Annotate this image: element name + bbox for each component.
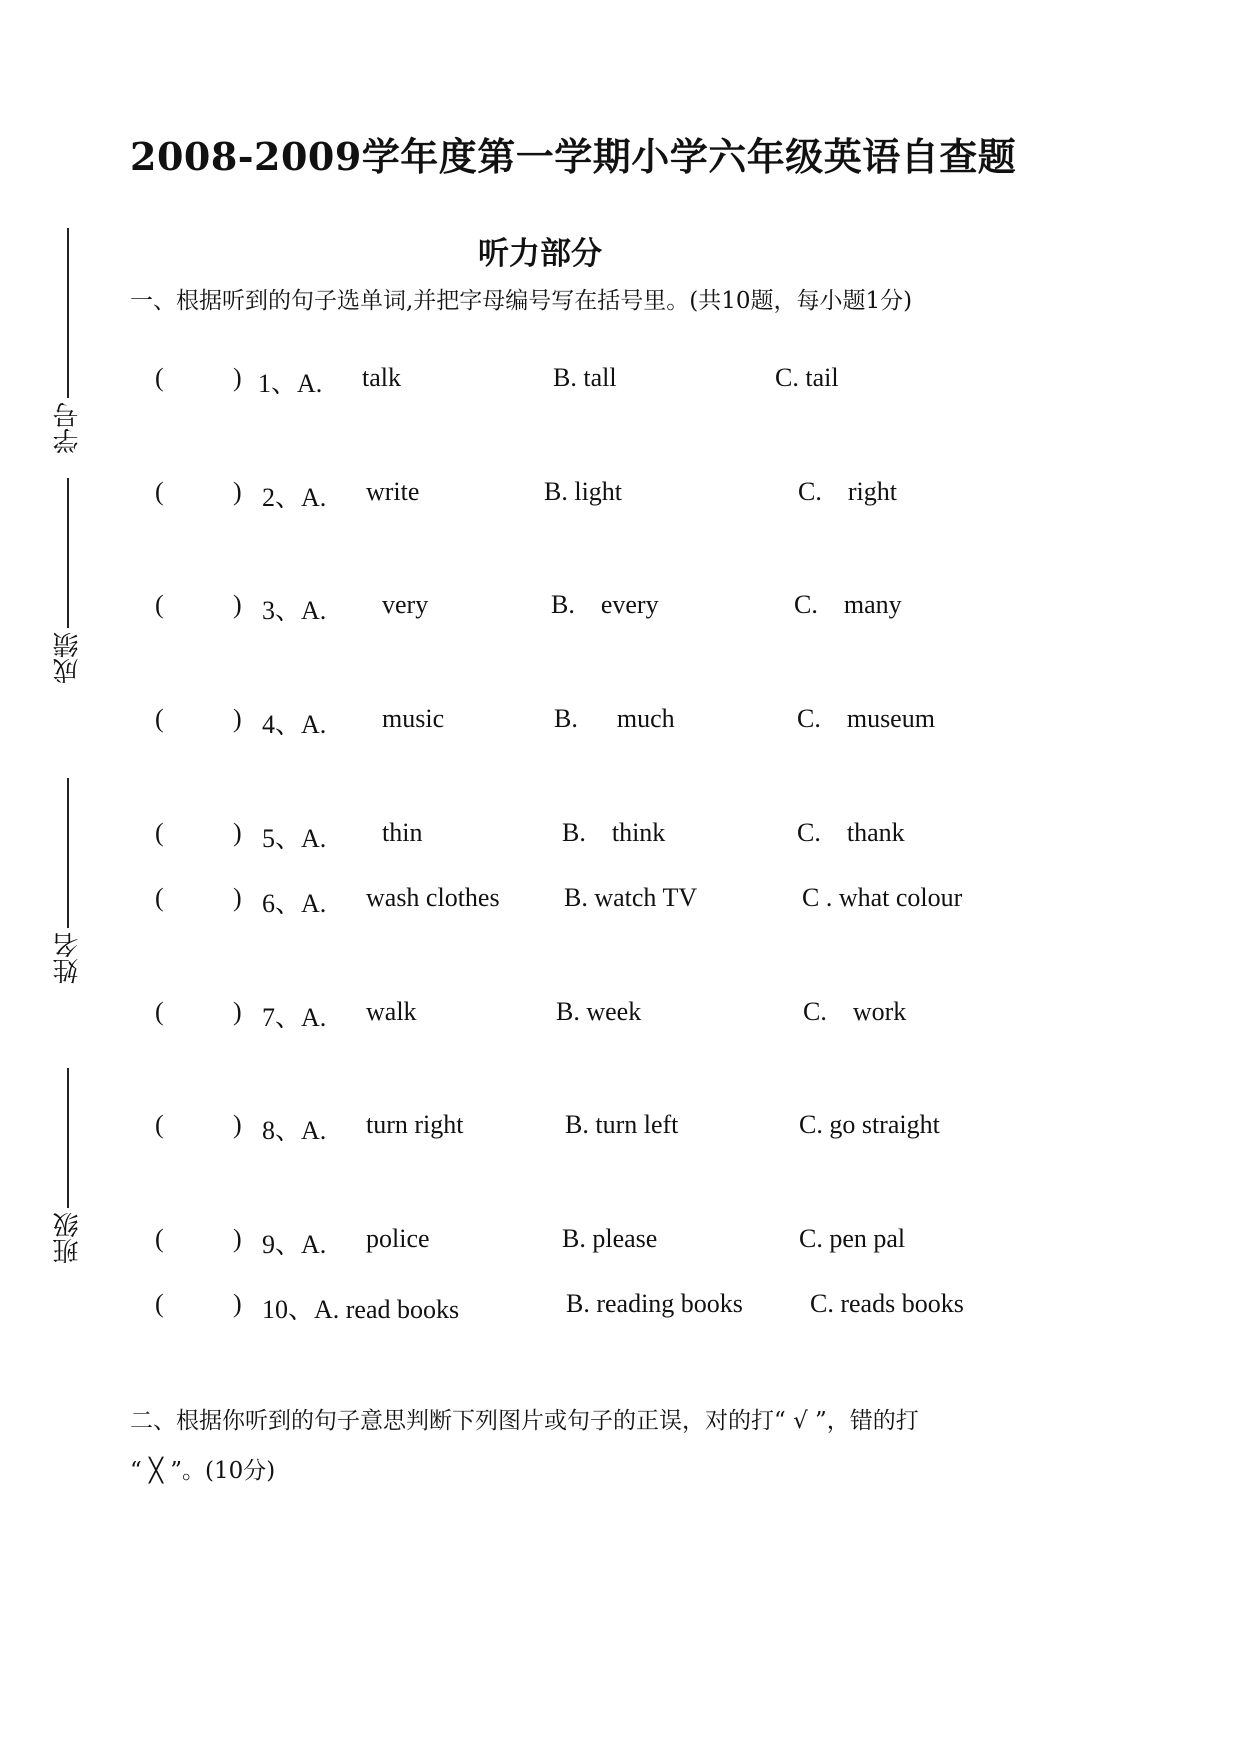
- option-a: police: [366, 1224, 430, 1253]
- option-b: B. watch TV: [564, 883, 698, 912]
- option-b: B. every: [551, 590, 659, 619]
- option-b: B. turn left: [565, 1110, 679, 1139]
- option-b: B. week: [556, 997, 642, 1026]
- answer-paren-open[interactable]: (: [155, 1289, 164, 1318]
- fill-line: [67, 778, 69, 928]
- option-c: C. work: [803, 997, 907, 1026]
- option-c: C. many: [794, 590, 902, 619]
- option-b: B. light: [544, 477, 623, 506]
- side-field-score: [48, 478, 88, 684]
- question-number: 2、A.: [262, 483, 327, 512]
- side-field-name: [48, 778, 88, 984]
- question-number: 9、A.: [262, 1230, 327, 1259]
- side-label-name: 姓名: [53, 932, 83, 984]
- question-number: 10、A. read books: [262, 1295, 460, 1324]
- option-c: C. pen pal: [799, 1224, 906, 1253]
- answer-paren-open[interactable]: (: [155, 477, 164, 506]
- side-label-score: 成绩: [53, 632, 83, 684]
- answer-paren-open[interactable]: (: [155, 590, 164, 619]
- answer-paren-close: ): [233, 590, 242, 619]
- section-title: 听力部分: [478, 236, 602, 272]
- side-label-class: 班级: [53, 1212, 83, 1264]
- answer-paren-close: ): [233, 883, 242, 912]
- option-b: B. think: [562, 818, 666, 847]
- option-a: talk: [362, 363, 401, 392]
- answer-paren-open[interactable]: (: [155, 1224, 164, 1253]
- option-a: walk: [366, 997, 417, 1026]
- answer-paren-open[interactable]: (: [155, 363, 164, 392]
- answer-paren-close: ): [233, 818, 242, 847]
- option-a: write: [366, 477, 420, 506]
- side-label-student-id: 学号: [53, 402, 83, 454]
- answer-paren-close: ): [233, 1224, 242, 1253]
- question-number: 6、A.: [262, 889, 327, 918]
- question-number: 1、A.: [258, 369, 323, 398]
- answer-paren-close: ): [233, 1110, 242, 1139]
- option-b: B. tall: [553, 363, 617, 392]
- option-c: C. reads books: [810, 1289, 964, 1318]
- option-c: C. right: [798, 477, 897, 506]
- answer-paren-open[interactable]: (: [155, 704, 164, 733]
- option-b: B. reading books: [566, 1289, 743, 1318]
- answer-paren-close: ): [233, 477, 242, 506]
- option-a: turn right: [366, 1110, 464, 1139]
- part1-instruction: 一、根据听到的句子选单词,并把字母编号写在括号里。(共10题，每小题1分): [130, 288, 913, 314]
- question-number: 8、A.: [262, 1116, 327, 1145]
- question-number: 4、A.: [262, 710, 327, 739]
- answer-paren-close: ): [233, 363, 242, 392]
- question-number: 3、A.: [262, 596, 327, 625]
- option-a: wash clothes: [366, 883, 500, 912]
- fill-line: [67, 478, 69, 628]
- answer-paren-open[interactable]: (: [155, 818, 164, 847]
- answer-paren-open[interactable]: (: [155, 1110, 164, 1139]
- option-c: C. museum: [797, 704, 935, 733]
- page-title: 2008-2009学年度第一学期小学六年级英语自查题: [130, 134, 1017, 179]
- answer-paren-open[interactable]: (: [155, 883, 164, 912]
- part2-instruction-line1: 二、根据你听到的句子意思判断下列图片或句子的正误，对的打“ √ ”，错的打: [130, 1408, 919, 1434]
- fill-line: [67, 1068, 69, 1208]
- option-b: B. much: [554, 704, 675, 733]
- option-c: C . what colour: [802, 883, 963, 912]
- side-field-class: [48, 1068, 88, 1264]
- part2-instruction-line2: “ ╳ ”。(10分): [130, 1458, 276, 1484]
- answer-paren-close: ): [233, 997, 242, 1026]
- question-number: 7、A.: [262, 1003, 327, 1032]
- answer-paren-close: ): [233, 1289, 242, 1318]
- option-b: B. please: [562, 1224, 658, 1253]
- option-a: very: [382, 590, 429, 619]
- answer-paren-open[interactable]: (: [155, 997, 164, 1026]
- option-c: C. go straight: [799, 1110, 940, 1139]
- option-c: C. tail: [775, 363, 839, 392]
- option-c: C. thank: [797, 818, 905, 847]
- option-a: thin: [382, 818, 423, 847]
- answer-paren-close: ): [233, 704, 242, 733]
- option-a: music: [382, 704, 445, 733]
- question-number: 5、A.: [262, 824, 327, 853]
